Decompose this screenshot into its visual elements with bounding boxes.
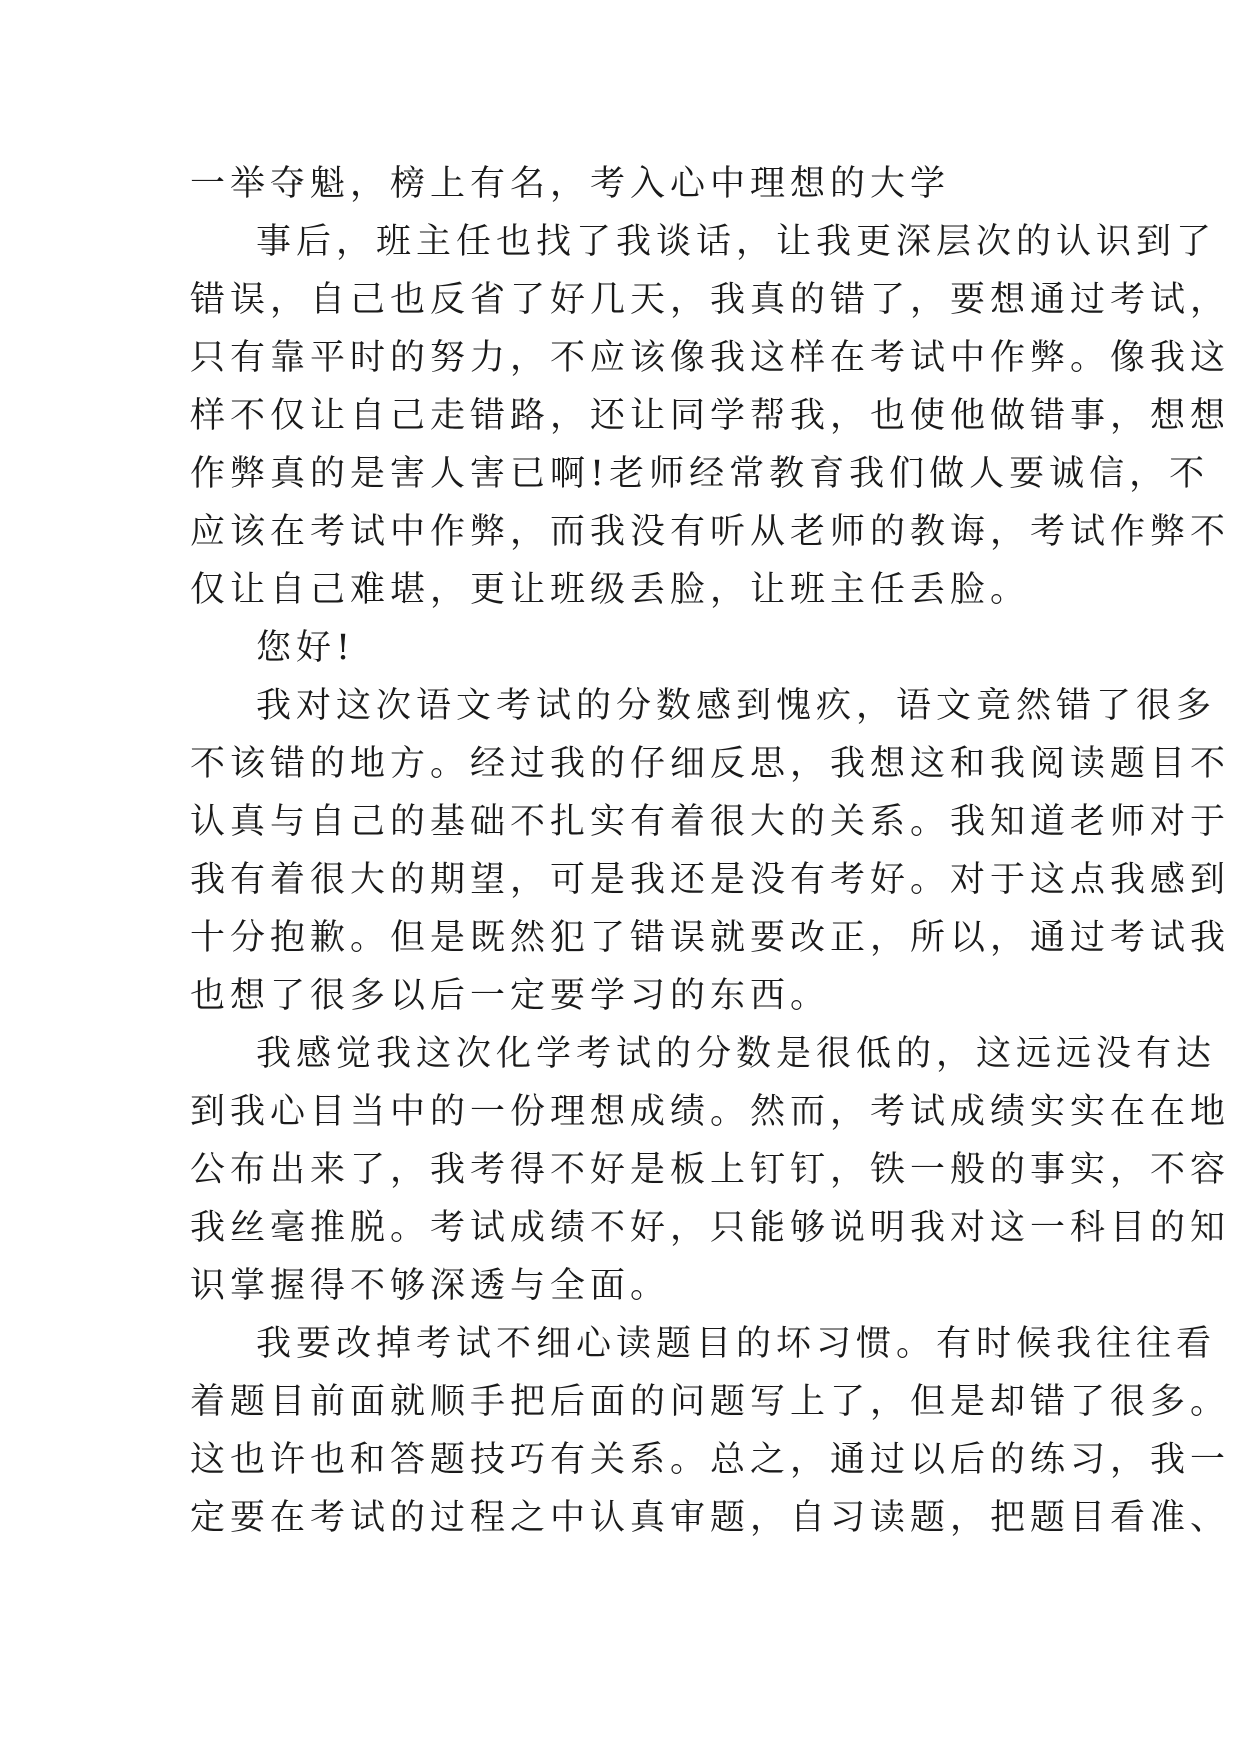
text-line: 错误，自己也反省了好几天，我真的错了，要想通过考试， [190, 280, 1231, 320]
text-line: 定要在考试的过程之中认真审题，自习读题，把题目看准、 [190, 1498, 1231, 1538]
text-line: 着题目前面就顺手把后面的问题写上了，但是却错了很多。 [190, 1382, 1231, 1422]
text-line: 我丝毫推脱。考试成绩不好，只能够说明我对这一科目的知 [190, 1208, 1231, 1248]
text-line: 我要改掉考试不细心读题目的坏习惯。有时候我往往看 [256, 1324, 1217, 1364]
text-line: 认真与自己的基础不扎实有着很大的关系。我知道老师对于 [190, 802, 1231, 842]
text-line: 样不仅让自己走错路，还让同学帮我，也使他做错事，想想 [190, 396, 1231, 436]
text-line: 应该在考试中作弊，而我没有听从老师的教诲，考试作弊不 [190, 512, 1231, 552]
text-line: 这也许也和答题技巧有关系。总之，通过以后的练习，我一 [190, 1440, 1231, 1480]
text-line: 事后，班主任也找了我谈话，让我更深层次的认识到了 [256, 222, 1217, 262]
text-line: 我有着很大的期望，可是我还是没有考好。对于这点我感到 [190, 860, 1231, 900]
text-line: 只有靠平时的努力，不应该像我这样在考试中作弊。像我这 [190, 338, 1231, 378]
text-line: 我对这次语文考试的分数感到愧疚，语文竟然错了很多 [256, 686, 1217, 726]
text-line: 不该错的地方。经过我的仔细反思，我想这和我阅读题目不 [190, 744, 1231, 784]
text-line: 识掌握得不够深透与全面。 [190, 1266, 671, 1306]
text-line: 到我心目当中的一份理想成绩。然而，考试成绩实实在在地 [190, 1092, 1231, 1132]
text-line: 您好! [256, 628, 356, 668]
document-body [190, 155, 1231, 1547]
text-line: 作弊真的是害人害已啊!老师经常教育我们做人要诚信，不 [190, 454, 1210, 494]
text-line: 公布出来了，我考得不好是板上钉钉，铁一般的事实，不容 [190, 1150, 1231, 1190]
text-line: 我感觉我这次化学考试的分数是很低的，这远远没有达 [256, 1034, 1217, 1074]
text-line: 仅让自己难堪，更让班级丢脸，让班主任丢脸。 [190, 570, 1031, 610]
text-line: 也想了很多以后一定要学习的东西。 [190, 976, 831, 1016]
text-line: 一举夺魁，榜上有名，考入心中理想的大学 [190, 164, 951, 204]
text-line: 十分抱歉。但是既然犯了错误就要改正，所以，通过考试我 [190, 918, 1231, 958]
